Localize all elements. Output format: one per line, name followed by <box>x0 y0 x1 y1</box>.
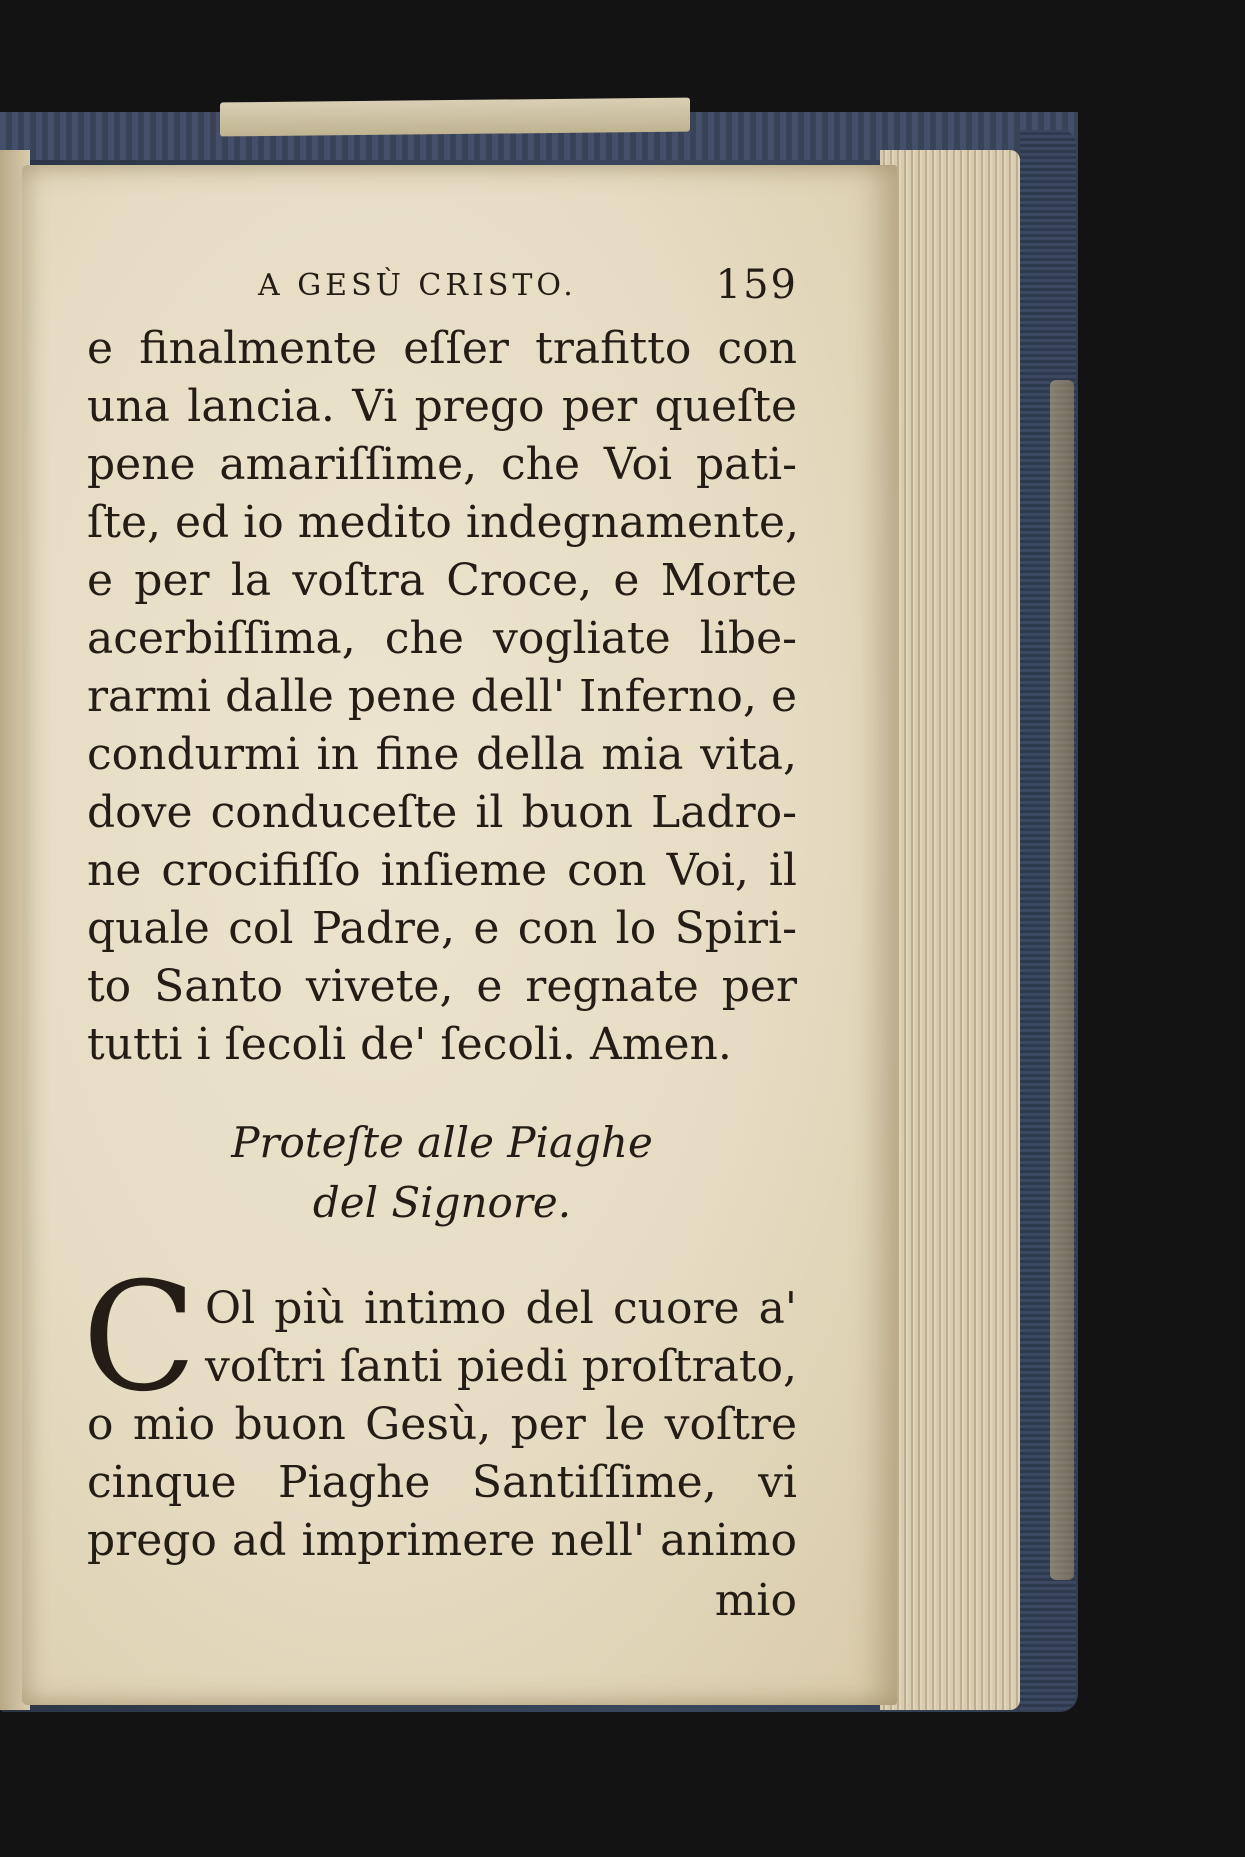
text-line: dove conduceſte il buon Ladro- <box>87 787 797 838</box>
text-line: voſtri ſanti piedi proſtrato, <box>205 1341 797 1392</box>
text-line: una lancia. Vi prego per queſte <box>87 381 797 432</box>
text-line: cinque Piaghe Santiſſime, vi <box>87 1457 797 1508</box>
text-line: e finalmente eſſer trafitto con <box>87 323 797 374</box>
text-line: condurmi in fine della mia vita, <box>87 729 797 780</box>
text-line: ne crocifiſſo inſieme con Voi, il <box>87 845 797 896</box>
text-line: Ol più intimo del cuore a' <box>205 1283 797 1334</box>
text-line: prego ad imprimere nell' animo <box>87 1515 797 1566</box>
text-line: pene amariſſime, che Voi pati- <box>87 439 797 490</box>
spine-paper-strip <box>220 98 690 137</box>
text-line: ſte, ed io medito indegnamente, <box>87 497 800 548</box>
text-line: acerbiſſima, che vogliate libe- <box>87 613 797 664</box>
text-line: to Santo vivete, e regnate per <box>87 961 797 1012</box>
text-line: e per la voſtra Croce, e Morte <box>87 555 797 606</box>
page-number: 159 <box>715 262 798 308</box>
text-line: tutti i ſecoli de' ſecoli. Amen. <box>87 1019 732 1070</box>
torn-paper-edge <box>1050 380 1074 1580</box>
catchword: mio <box>714 1575 797 1626</box>
text-line: quale col Padre, e con lo Spiri- <box>87 903 797 954</box>
running-head-title: A GESÙ CRISTO. <box>258 268 577 303</box>
text-line: rarmi dalle pene dell' Inferno, e <box>87 671 797 722</box>
heading-line: Proteſte alle Piaghe <box>231 1118 653 1167</box>
drop-cap: C <box>82 1251 197 1425</box>
page-stack-edge <box>880 150 1020 1710</box>
heading-line: del Signore. <box>312 1178 572 1227</box>
text-line: o mio buon Gesù, per le voſtre <box>87 1399 797 1450</box>
running-header <box>258 262 798 314</box>
